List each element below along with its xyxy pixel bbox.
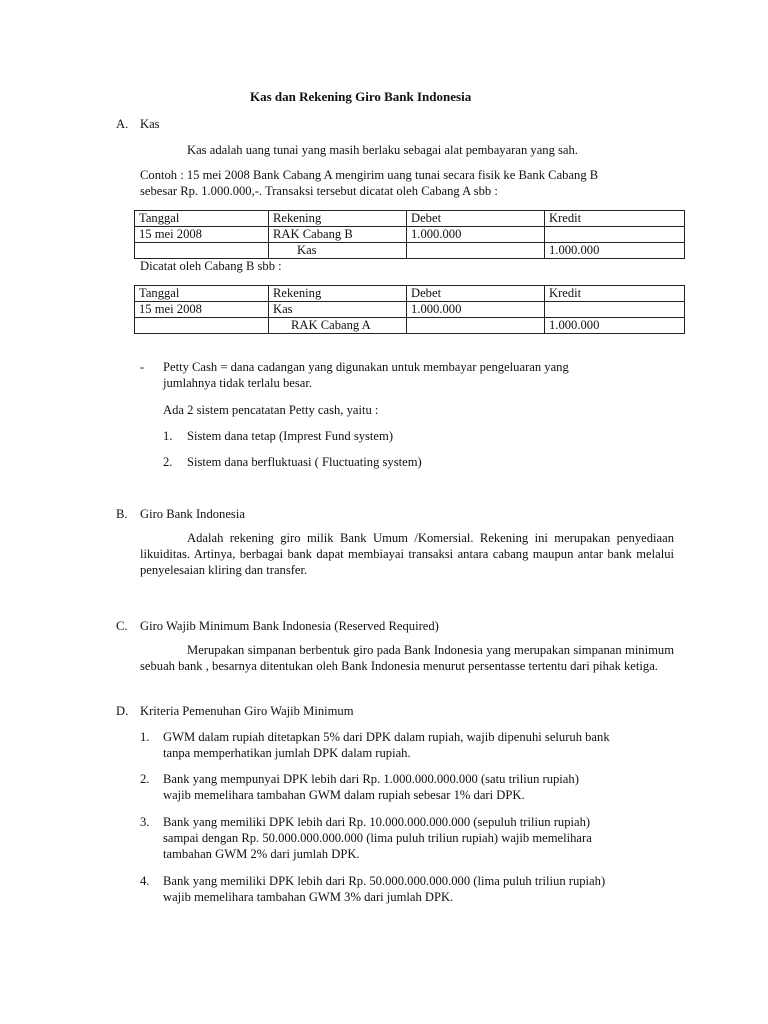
list-item-number: 1. (140, 730, 150, 744)
table-cell (407, 318, 545, 334)
table-header-row (135, 286, 685, 302)
journal-table-cabang-b (134, 285, 685, 334)
list-item-number: 3. (140, 815, 150, 829)
table-cell (135, 243, 269, 259)
list-item: Sistem dana tetap (Imprest Fund system) (187, 429, 394, 443)
list-item: Sistem dana berfluktuasi ( Fluctuating system) (187, 455, 422, 469)
petty-systems-intro: Ada 2 sistem pencatatan Petty cash, yaitu : (163, 403, 379, 417)
table-row (135, 227, 685, 243)
list-item: Bank yang mempunyai DPK lebih dari Rp. 1.000.000.000.000 (satu triliun rupiah) (163, 772, 579, 786)
table-row (135, 243, 685, 259)
table-cell: Kas (269, 243, 407, 259)
caption-cabang-b: Dicatat oleh Cabang B sbb : (140, 259, 282, 273)
table-cell: 1.000.000 (545, 318, 685, 334)
journal-table-cabang-a (134, 210, 685, 259)
table-header-cell: Kredit (545, 211, 685, 227)
table-cell (545, 302, 685, 318)
list-item: Bank yang memiliki DPK lebih dari Rp. 50.000.000.000.000 (lima puluh triliun rupiah) (163, 874, 606, 888)
list-item-number: 4. (140, 874, 150, 888)
table-cell: Kas (269, 302, 407, 318)
kas-definition: Kas adalah uang tunai yang masih berlaku sebagai alat pembayaran yang sah. (187, 143, 578, 157)
page-title: Kas dan Rekening Giro Bank Indonesia (250, 89, 472, 104)
table-header-cell: Rekening (269, 286, 407, 302)
list-item: tanpa memperhatikan jumlah DPK dalam rupiah. (163, 746, 411, 760)
list-item-number: 2. (163, 455, 173, 469)
petty-cash-line-2: jumlahnya tidak terlalu besar. (163, 376, 312, 390)
table-cell (135, 318, 269, 334)
table-cell: 15 mei 2008 (135, 227, 269, 243)
section-c-paragraph: Merupakan simpanan berbentuk giro pada Bank Indonesia yang merupakan simpanan minimum sebuah bank , besarnya ditentukan oleh Bank Indonesia menurut persentasse tertentu dari pihak ketiga. (140, 643, 674, 673)
list-item: GWM dalam rupiah ditetapkan 5% dari DPK dalam rupiah, wajib dipenuhi seluruh bank (163, 730, 610, 744)
table-cell: 1.000.000 (545, 243, 685, 259)
table-cell: 15 mei 2008 (135, 302, 269, 318)
petty-cash-line-1: Petty Cash = dana cadangan yang digunakan untuk membayar pengeluaran yang (163, 360, 569, 374)
example-line-2: sebesar Rp. 1.000.000,-. Transaksi tersebut dicatat oleh Cabang A sbb : (140, 184, 498, 198)
table-header-row (135, 211, 685, 227)
table-header-cell: Debet (407, 286, 545, 302)
table-cell: RAK Cabang A (269, 318, 407, 334)
table-cell: RAK Cabang B (269, 227, 407, 243)
table-cell (407, 243, 545, 259)
list-item: sampai dengan Rp. 50.000.000.000.000 (lima puluh triliun rupiah) wajib memelihara (163, 831, 592, 845)
table-cell (545, 227, 685, 243)
table-row (135, 318, 685, 334)
section-d-letter: D. (116, 704, 129, 718)
section-b-heading: Giro Bank Indonesia (140, 507, 245, 521)
table-header-cell: Tanggal (135, 211, 269, 227)
table-cell: 1.000.000 (407, 302, 545, 318)
section-c-heading: Giro Wajib Minimum Bank Indonesia (Reserved Required) (140, 619, 439, 633)
example-line-1: Contoh : 15 mei 2008 Bank Cabang A mengirim uang tunai secara fisik ke Bank Cabang B (140, 168, 599, 182)
list-item: wajib memelihara tambahan GWM dalam rupiah sebesar 1% dari DPK. (163, 788, 525, 802)
section-c-letter: C. (116, 619, 128, 633)
table-header-cell: Kredit (545, 286, 685, 302)
section-b-paragraph: Adalah rekening giro milik Bank Umum /Komersial. Rekening ini merupakan penyediaan likuiditas. Artinya, berbagai bank dapat membiayai transaksi antara cabang maupun antar bank melalui penyelesaian kliring dan transfer. (140, 531, 674, 577)
list-item-number: 2. (140, 772, 150, 786)
section-a-heading: Kas (140, 117, 160, 131)
table-header-cell: Rekening (269, 211, 407, 227)
list-item: tambahan GWM 2% dari jumlah DPK. (163, 847, 360, 861)
list-item-number: 1. (163, 429, 173, 443)
section-b-letter: B. (116, 507, 128, 521)
table-row (135, 302, 685, 318)
table-header-cell: Tanggal (135, 286, 269, 302)
section-a-letter: A. (116, 117, 129, 131)
list-item: wajib memelihara tambahan GWM 3% dari jumlah DPK. (163, 890, 454, 904)
list-item: Bank yang memiliki DPK lebih dari Rp. 10.000.000.000.000 (sepuluh triliun rupiah) (163, 815, 591, 829)
section-d-heading: Kriteria Pemenuhan Giro Wajib Minimum (140, 704, 354, 718)
table-cell: 1.000.000 (407, 227, 545, 243)
table-header-cell: Debet (407, 211, 545, 227)
petty-cash-bullet: - (140, 360, 145, 374)
